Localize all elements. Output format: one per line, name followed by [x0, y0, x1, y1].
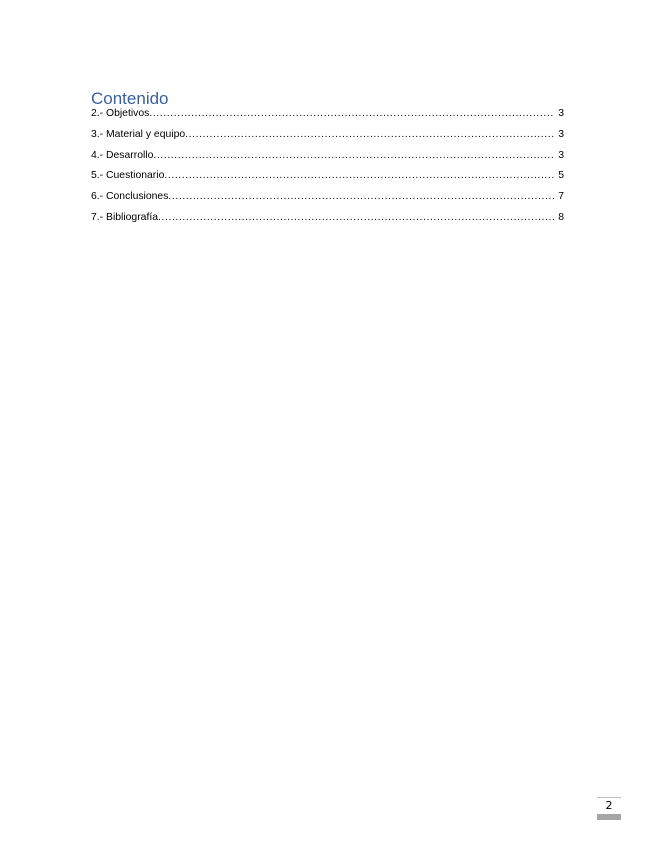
toc-entry-page: 8 [558, 211, 564, 223]
toc-entry-conclusiones[interactable] [91, 190, 564, 211]
toc-entry-label: 4.- Desarrollo [91, 149, 154, 161]
toc-entry-label: 7.- Bibliografía [91, 211, 158, 223]
toc-dot-leader [185, 128, 554, 142]
page-number: 2 [605, 799, 613, 812]
toc-entry-material-y-equipo[interactable] [91, 128, 564, 149]
toc-entry-page: 5 [558, 170, 564, 182]
toc-dot-leader [158, 211, 554, 225]
toc-entry-page: 3 [558, 128, 564, 140]
toc-entry-bibliografia[interactable] [91, 211, 564, 232]
toc-dot-leader [153, 149, 554, 163]
page-number-footer [597, 797, 621, 821]
toc-entry-label: 6.- Conclusiones [91, 191, 169, 203]
toc-list [91, 107, 564, 232]
toc-entry-page: 7 [558, 191, 564, 203]
toc-dot-leader [149, 107, 554, 121]
toc-entry-page: 3 [558, 108, 564, 119]
toc-entry-label: 2.- Objetivos [91, 108, 150, 119]
toc-entry-label: 5.- Cuestionario [91, 170, 165, 182]
toc-entry-page: 3 [558, 149, 564, 161]
toc-dot-leader [168, 190, 554, 204]
toc-entry-desarrollo[interactable] [91, 149, 564, 170]
toc-entry-objetivos[interactable] [91, 107, 564, 128]
toc-entry-cuestionario[interactable] [91, 169, 564, 190]
toc-title: Contenido [91, 89, 169, 108]
footer-bar [597, 814, 621, 820]
footer-divider [597, 797, 621, 798]
toc-entry-label: 3.- Material y equipo [91, 128, 186, 140]
toc-dot-leader [164, 169, 554, 183]
table-of-contents [91, 89, 564, 232]
